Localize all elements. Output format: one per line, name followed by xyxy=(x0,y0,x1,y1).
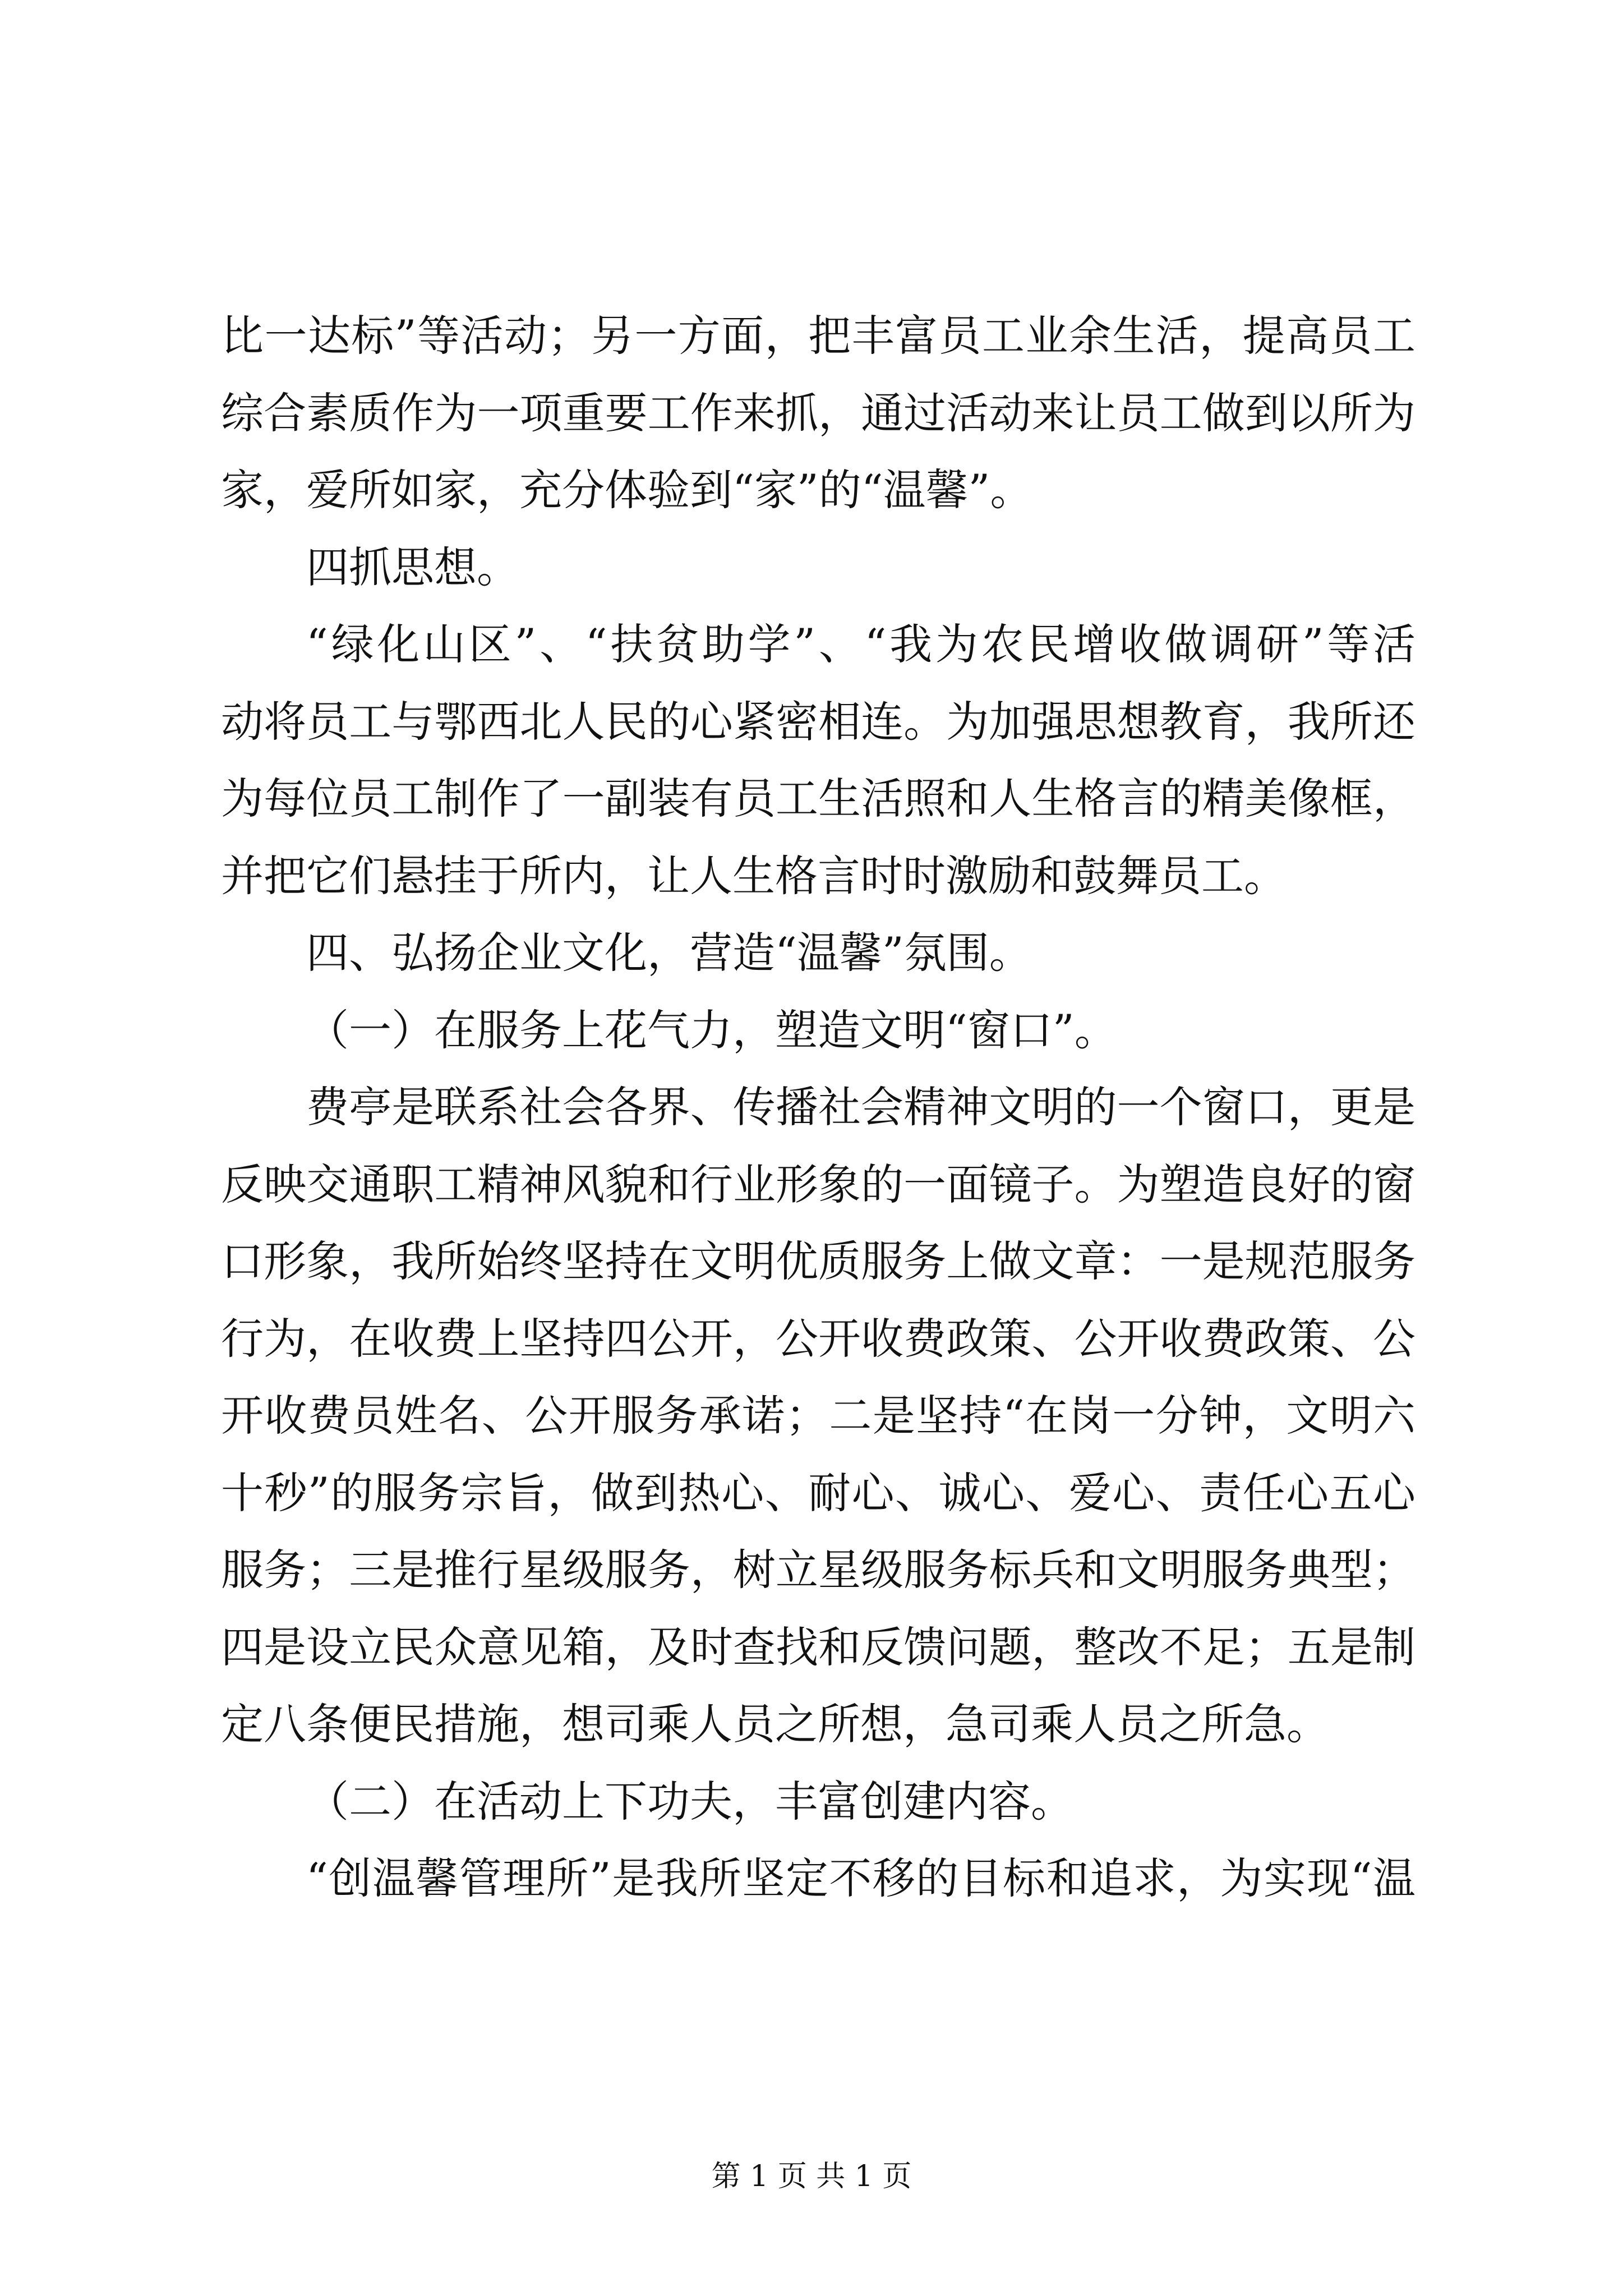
body-line: 四是设立民众意见箱，及时查找和反馈问题，整改不足；五是制 xyxy=(221,1622,1415,1672)
body-line: 综合素质作为一项重要工作来抓，通过活动来让员工做到以所为 xyxy=(221,388,1415,438)
subsection-heading: （一）在服务上花气力，塑造文明“窗口”。 xyxy=(306,1005,1117,1055)
body-line: “绿化山区”、“扶贫助学”、“我为农民增收做调研”等活 xyxy=(306,619,1415,669)
body-line: “创温馨管理所”是我所坚定不移的目标和追求，为实现“温 xyxy=(306,1853,1415,1903)
body-line: 四抓思想。 xyxy=(306,542,519,592)
body-line: 为每位员工制作了一副装有员工生活照和人生格言的精美像框， xyxy=(221,774,1415,823)
body-line: 反映交通职工精神风貌和行业形象的一面镜子。为塑造良好的窗 xyxy=(221,1159,1415,1209)
body-line: 开收费员姓名、公开服务承诺；二是坚持“在岗一分钟，文明六 xyxy=(221,1391,1415,1441)
body-line: 服务；三是推行星级服务，树立星级服务标兵和文明服务典型； xyxy=(221,1545,1415,1595)
body-line: 费亭是联系社会各界、传播社会精神文明的一个窗口，更是 xyxy=(306,1082,1415,1132)
body-line: 并把它们悬挂于所内，让人生格言时时激励和鼓舞员工。 xyxy=(221,850,1287,901)
page-footer: 第 1 页 共 1 页 xyxy=(711,2160,912,2193)
body-line: 动将员工与鄂西北人民的心紧密相连。为加强思想教育，我所还 xyxy=(221,696,1415,747)
subsection-heading: （二）在活动上下功夫，丰富创建内容。 xyxy=(306,1776,1073,1826)
document-body xyxy=(221,297,1415,1917)
body-line: 口形象，我所始终坚持在文明优质服务上做文章：一是规范服务 xyxy=(221,1236,1415,1286)
body-line: 比一达标”等活动；另一方面，把丰富员工业余生活，提高员工 xyxy=(221,311,1415,361)
body-line: 定八条便民措施，想司乘人员之所想，急司乘人员之所急。 xyxy=(221,1699,1329,1749)
section-heading: 四、弘扬企业文化，营造“温馨”氛围。 xyxy=(306,928,1032,978)
body-line: 行为，在收费上坚持四公开，公开收费政策、公开收费政策、公 xyxy=(221,1313,1415,1364)
body-line: 十秒”的服务宗旨，做到热心、耐心、诚心、爱心、责任心五心 xyxy=(221,1467,1415,1518)
body-line: 家，爱所如家，充分体验到“家”的“温馨”。 xyxy=(221,465,1033,515)
